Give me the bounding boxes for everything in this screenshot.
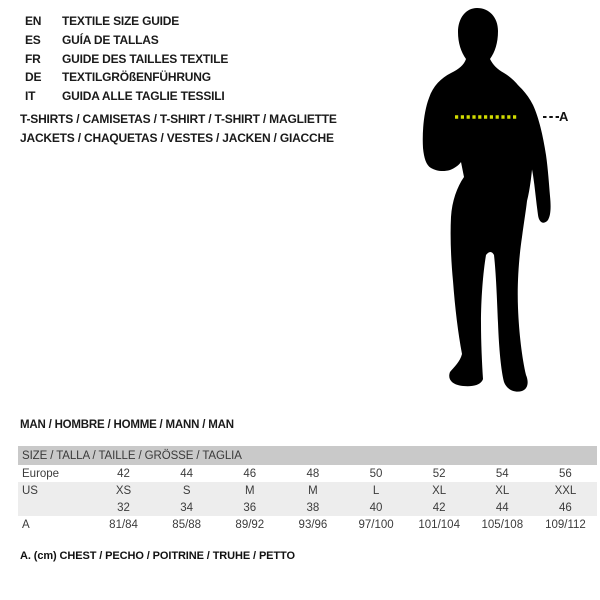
table-cell: 32 — [117, 501, 130, 514]
table-cell: XS — [115, 484, 132, 497]
table-row-europe — [18, 465, 597, 482]
table-cell: 97/100 — [358, 518, 394, 531]
table-cell: 36 — [243, 501, 257, 514]
table-cell: 50 — [369, 467, 383, 480]
table-cell: 56 — [559, 467, 572, 480]
table-cell: 48 — [306, 467, 320, 480]
table-cell: 109/112 — [545, 518, 586, 531]
table-cell: S — [182, 484, 191, 497]
language-row — [25, 87, 228, 106]
language-label: GUÍA DE TALLAS — [62, 33, 159, 48]
language-code: FR — [25, 51, 41, 66]
man-silhouette-svg — [405, 5, 600, 400]
category-list — [20, 110, 337, 147]
table-cell: 34 — [180, 501, 194, 514]
table-cell: 81/84 — [109, 518, 138, 531]
table-cell: 44 — [495, 501, 509, 514]
table-cell: 38 — [306, 501, 320, 514]
language-code: EN — [25, 14, 42, 29]
language-label: TEXTILGRÖßENFÜHRUNG — [62, 70, 211, 85]
table-cell: 40 — [369, 501, 383, 514]
language-row — [25, 49, 228, 68]
language-code: DE — [25, 70, 42, 85]
language-label: TEXTILE SIZE GUIDE — [62, 14, 180, 29]
table-cell: 42 — [432, 501, 446, 514]
category-line-tshirts: T-SHIRTS / CAMISETAS / T-SHIRT / T-SHIRT / MAGLIETTE — [20, 112, 337, 127]
table-cell: 85/88 — [172, 518, 202, 531]
section-title-man: MAN / HOMBRE / HOMME / MANN / MAN — [20, 419, 234, 431]
language-code: IT — [25, 89, 36, 104]
table-cell: M — [308, 484, 318, 497]
table-cell: 105/108 — [481, 518, 524, 531]
language-label: GUIDE DES TAILLES TEXTILE — [62, 51, 229, 66]
table-cell: 46 — [243, 467, 257, 480]
row-label: US — [22, 484, 38, 497]
man-body-shape — [423, 8, 534, 392]
size-table-header: SIZE / TALLA / TAILLE / GRÖSSE / TAGLIA — [18, 446, 597, 465]
table-cell: 44 — [180, 467, 194, 480]
footnote-chest-legend: A. (cm) CHEST / PECHO / POITRINE / TRUHE / PETTO — [20, 550, 295, 562]
table-cell: M — [245, 484, 255, 497]
category-line-jackets: JACKETS / CHAQUETAS / VESTES / JACKEN / GIACCHE — [20, 130, 334, 145]
table-row-us — [18, 482, 597, 499]
language-row — [25, 12, 228, 31]
table-cell: XL — [495, 484, 510, 497]
table-cell: 89/92 — [235, 518, 265, 531]
man-silhouette-figure — [405, 5, 600, 400]
table-cell: 54 — [495, 467, 509, 480]
language-row — [25, 68, 228, 87]
table-cell: 93/96 — [298, 518, 328, 531]
measure-label-a: A — [559, 109, 569, 124]
language-row — [25, 31, 228, 50]
table-cell: 101/104 — [418, 518, 460, 531]
table-cell: 52 — [432, 467, 446, 480]
table-cell: 46 — [559, 501, 572, 514]
language-label: GUIDA ALLE TAGLIE TESSILI — [62, 89, 225, 104]
language-code: ES — [25, 33, 41, 48]
table-cell: XL — [432, 484, 447, 497]
language-list — [25, 12, 228, 105]
table-cell: L — [372, 484, 380, 497]
table-cell: 42 — [117, 467, 130, 480]
table-cell: XXL — [554, 484, 577, 497]
row-label: Europe — [22, 467, 60, 480]
size-table — [18, 446, 597, 533]
table-row-chest-a — [18, 516, 597, 533]
table-row-numeric — [18, 499, 597, 516]
row-label: A — [22, 518, 30, 531]
